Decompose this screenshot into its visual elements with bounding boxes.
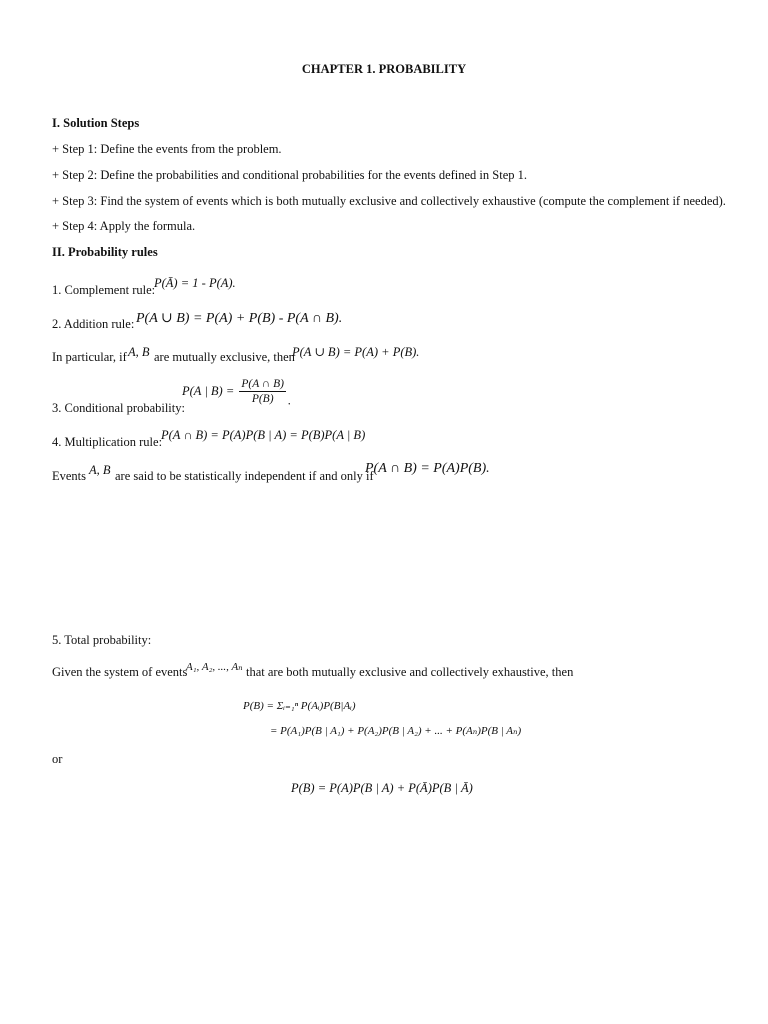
addition-rule-formula <box>136 310 342 327</box>
particular-text-1: In particular, if <box>52 350 127 364</box>
complement-formula-text: P(Ā) = 1 - P(A) <box>154 276 233 290</box>
step-2: + Step 2: Define the probabilities and conditional probabilities for the events defined in Step 1. <box>52 168 527 182</box>
section-heading-solution-steps: I. Solution Steps <box>52 116 140 130</box>
complement-rule-formula <box>154 276 236 291</box>
conditional-fraction <box>239 378 286 405</box>
independent-text-2: are said to be statistically independent if and only if <box>115 469 374 483</box>
total-probability-label: 5. Total probability: <box>52 633 152 647</box>
period: . <box>287 393 292 408</box>
total-formula-binary: P(B) = P(A)P(B | A) + P(Ā)P(B | Ā) <box>291 781 473 795</box>
period: . <box>232 276 236 290</box>
conditional-probability-formula <box>182 378 291 408</box>
total-text-1: Given the system of events <box>52 665 188 679</box>
total-formula-line-2: = P(A₁)P(B | A₁) + P(A₂)P(B | A₂) + ... + P(Aₙ)P(B | Aₙ) <box>270 725 522 737</box>
addition-formula-text: P(A ∪ B) = P(A) + P(B) - P(A ∩ B) <box>136 311 339 326</box>
conditional-lhs: P(A | B) = <box>182 384 235 398</box>
multiplication-rule-label: 4. Multiplication rule: <box>52 435 163 449</box>
fraction-numerator: P(A ∩ B) <box>241 378 284 390</box>
particular-formula <box>292 344 419 360</box>
section-heading-probability-rules: II. Probability rules <box>52 245 158 259</box>
step-1: + Step 1: Define the events from the problem. <box>52 142 282 156</box>
conditional-probability-label: 3. Conditional probability: <box>52 401 185 415</box>
independent-text-1: Events <box>52 469 87 483</box>
particular-text-2: are mutually exclusive, then <box>154 350 295 364</box>
independent-formula <box>365 461 490 477</box>
total-events: A₁, A₂, ..., Aₙ <box>186 661 243 673</box>
multiplication-rule-formula: P(A ∩ B) = P(A)P(B | A) = P(B)P(A | B) <box>161 428 366 442</box>
period: . <box>486 461 490 476</box>
complement-rule-label: 1. Complement rule: <box>52 283 156 297</box>
period: . <box>338 311 343 326</box>
period: . <box>416 345 420 359</box>
particular-events: A, B <box>128 345 150 359</box>
total-text-2: that are both mutually exclusive and collectively exhaustive, then <box>246 665 574 679</box>
independent-formula-text: P(A ∩ B) = P(A)P(B) <box>365 461 487 476</box>
fraction-denominator: P(B) <box>251 393 274 405</box>
page-title: CHAPTER 1. PROBABILITY <box>301 62 467 76</box>
total-formula-line-1: P(B) = Σᵢ₌₁ⁿ P(Aᵢ)P(B|Aᵢ) <box>243 700 356 712</box>
step-4: + Step 4: Apply the formula. <box>52 219 196 233</box>
independent-events: A, B <box>89 463 111 477</box>
or-text: or <box>52 752 63 766</box>
step-3: + Step 3: Find the system of events which is both mutually exclusive and collectively exhaustive (compute the complement if needed). <box>52 194 726 208</box>
particular-formula-text: P(A ∪ B) = P(A) + P(B) <box>292 345 417 359</box>
addition-rule-label: 2. Addition rule: <box>52 317 135 331</box>
